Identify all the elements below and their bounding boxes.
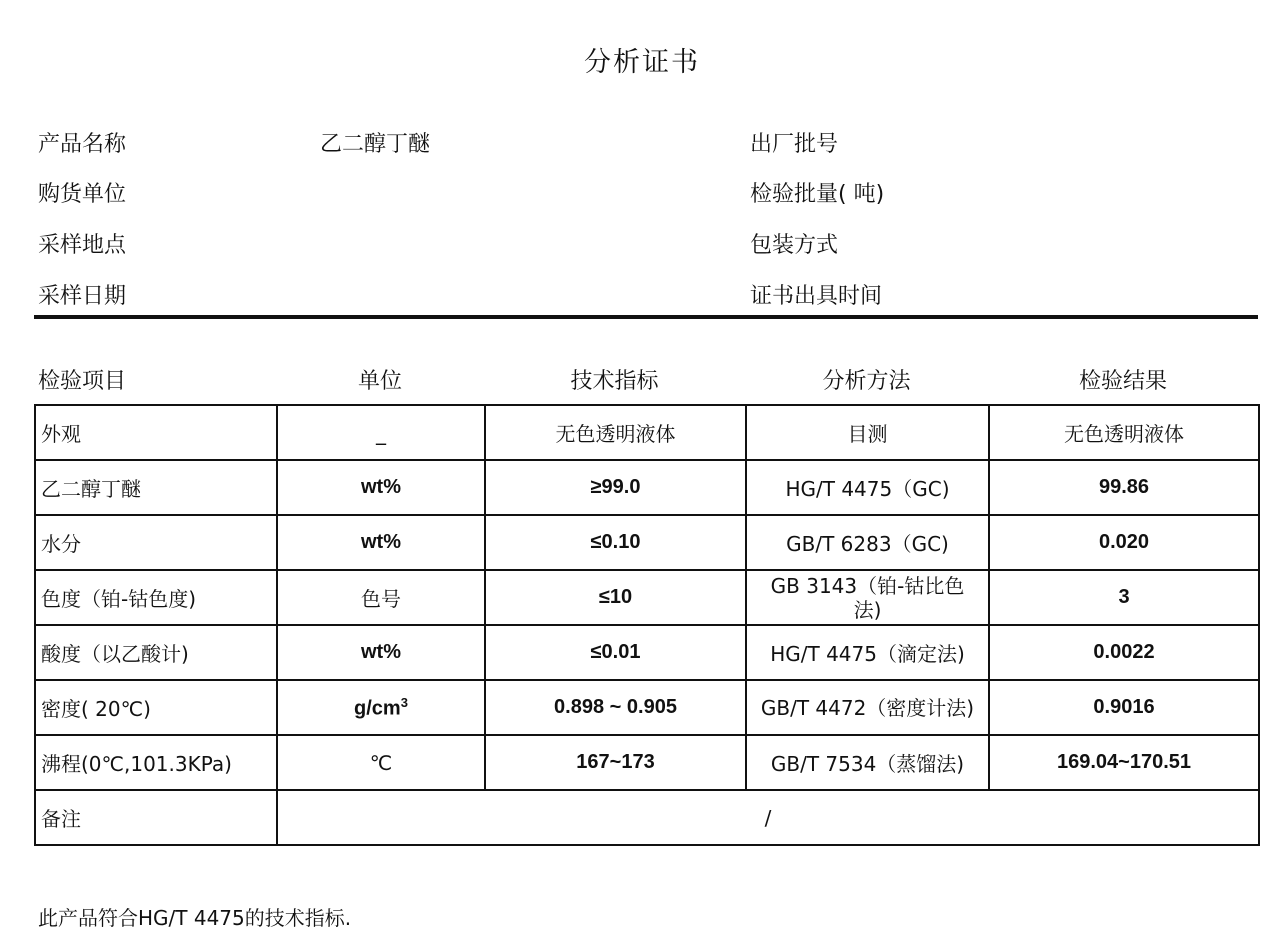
buyer-label: 购货单位 bbox=[38, 182, 127, 207]
unit-cell: 色号 bbox=[277, 570, 485, 625]
method-cell bbox=[746, 680, 989, 735]
unit-cell bbox=[277, 680, 485, 735]
unit-cell: wt% bbox=[277, 625, 485, 680]
batch-no-label: 出厂批号 bbox=[750, 132, 839, 157]
method-cell: HG/T 4475（滴定法) bbox=[746, 625, 989, 680]
inspection-batch-label: 检验批量( 吨) bbox=[750, 182, 885, 207]
table-row bbox=[35, 735, 1259, 790]
result-cell: 0.9016 bbox=[989, 680, 1259, 735]
method-text: GB 3143（铂-钴比色法) bbox=[770, 573, 965, 622]
table-row bbox=[35, 515, 1259, 570]
spec-cell: ≤0.10 bbox=[485, 515, 746, 570]
method-cell bbox=[746, 570, 989, 625]
issue-time-label: 证书出具时间 bbox=[750, 284, 883, 309]
method-text: GB/T 4472（密度计法) bbox=[760, 695, 975, 720]
spec-cell: 167~173 bbox=[485, 735, 746, 790]
conformity-statement: 此产品符合HG/T 4475的技术指标. bbox=[38, 906, 352, 930]
method-cell: HG/T 4475（GC) bbox=[746, 460, 989, 515]
table-row bbox=[35, 460, 1259, 515]
item-cell: 乙二醇丁醚 bbox=[35, 460, 277, 515]
packaging-label: 包装方式 bbox=[750, 233, 839, 258]
unit-superscript: 3 bbox=[400, 694, 408, 710]
method-cell: 目测 bbox=[746, 405, 989, 460]
header-spec: 技术指标 bbox=[570, 369, 659, 394]
item-cell: 酸度（以乙酸计) bbox=[35, 625, 277, 680]
unit-cell: _ bbox=[277, 405, 485, 460]
document-title: 分析证书 bbox=[584, 47, 700, 78]
remarks-row bbox=[35, 790, 1259, 845]
header-divider bbox=[34, 315, 1258, 319]
header-method: 分析方法 bbox=[822, 369, 911, 394]
method-cell: GB/T 6283（GC) bbox=[746, 515, 989, 570]
spec-cell: ≥99.0 bbox=[485, 460, 746, 515]
item-cell: 色度（铂-钴色度) bbox=[35, 570, 277, 625]
header-item: 检验项目 bbox=[38, 369, 127, 394]
spec-cell: ≤10 bbox=[485, 570, 746, 625]
remarks-label: 备注 bbox=[35, 790, 277, 845]
result-cell: 0.020 bbox=[989, 515, 1259, 570]
spec-cell: 0.898 ~ 0.905 bbox=[485, 680, 746, 735]
product-name-value: 乙二醇丁醚 bbox=[320, 132, 431, 157]
item-cell: 沸程(0℃,101.3KPa) bbox=[35, 735, 277, 790]
result-cell: 99.86 bbox=[989, 460, 1259, 515]
unit-text: g/cm bbox=[354, 697, 401, 720]
result-cell: 169.04~170.51 bbox=[989, 735, 1259, 790]
spec-cell: 无色透明液体 bbox=[485, 405, 746, 460]
item-cell: 外观 bbox=[35, 405, 277, 460]
table-row bbox=[35, 570, 1259, 625]
table-row bbox=[35, 625, 1259, 680]
sampling-place-label: 采样地点 bbox=[38, 233, 127, 258]
product-name-label: 产品名称 bbox=[38, 132, 127, 157]
spec-cell: ≤0.01 bbox=[485, 625, 746, 680]
header-result: 检验结果 bbox=[1078, 369, 1167, 394]
unit-cell: ℃ bbox=[277, 735, 485, 790]
result-cell: 3 bbox=[989, 570, 1259, 625]
item-cell: 密度( 20℃) bbox=[35, 680, 277, 735]
table-row bbox=[35, 680, 1259, 735]
table-row bbox=[35, 405, 1259, 460]
header-unit: 单位 bbox=[357, 369, 402, 394]
remarks-value: / bbox=[277, 790, 1259, 845]
result-cell: 0.0022 bbox=[989, 625, 1259, 680]
result-cell: 无色透明液体 bbox=[989, 405, 1259, 460]
sampling-date-label: 采样日期 bbox=[38, 284, 127, 309]
item-cell: 水分 bbox=[35, 515, 277, 570]
results-table bbox=[34, 404, 1260, 846]
method-cell: GB/T 7534（蒸馏法) bbox=[746, 735, 989, 790]
unit-cell: wt% bbox=[277, 460, 485, 515]
unit-cell: wt% bbox=[277, 515, 485, 570]
